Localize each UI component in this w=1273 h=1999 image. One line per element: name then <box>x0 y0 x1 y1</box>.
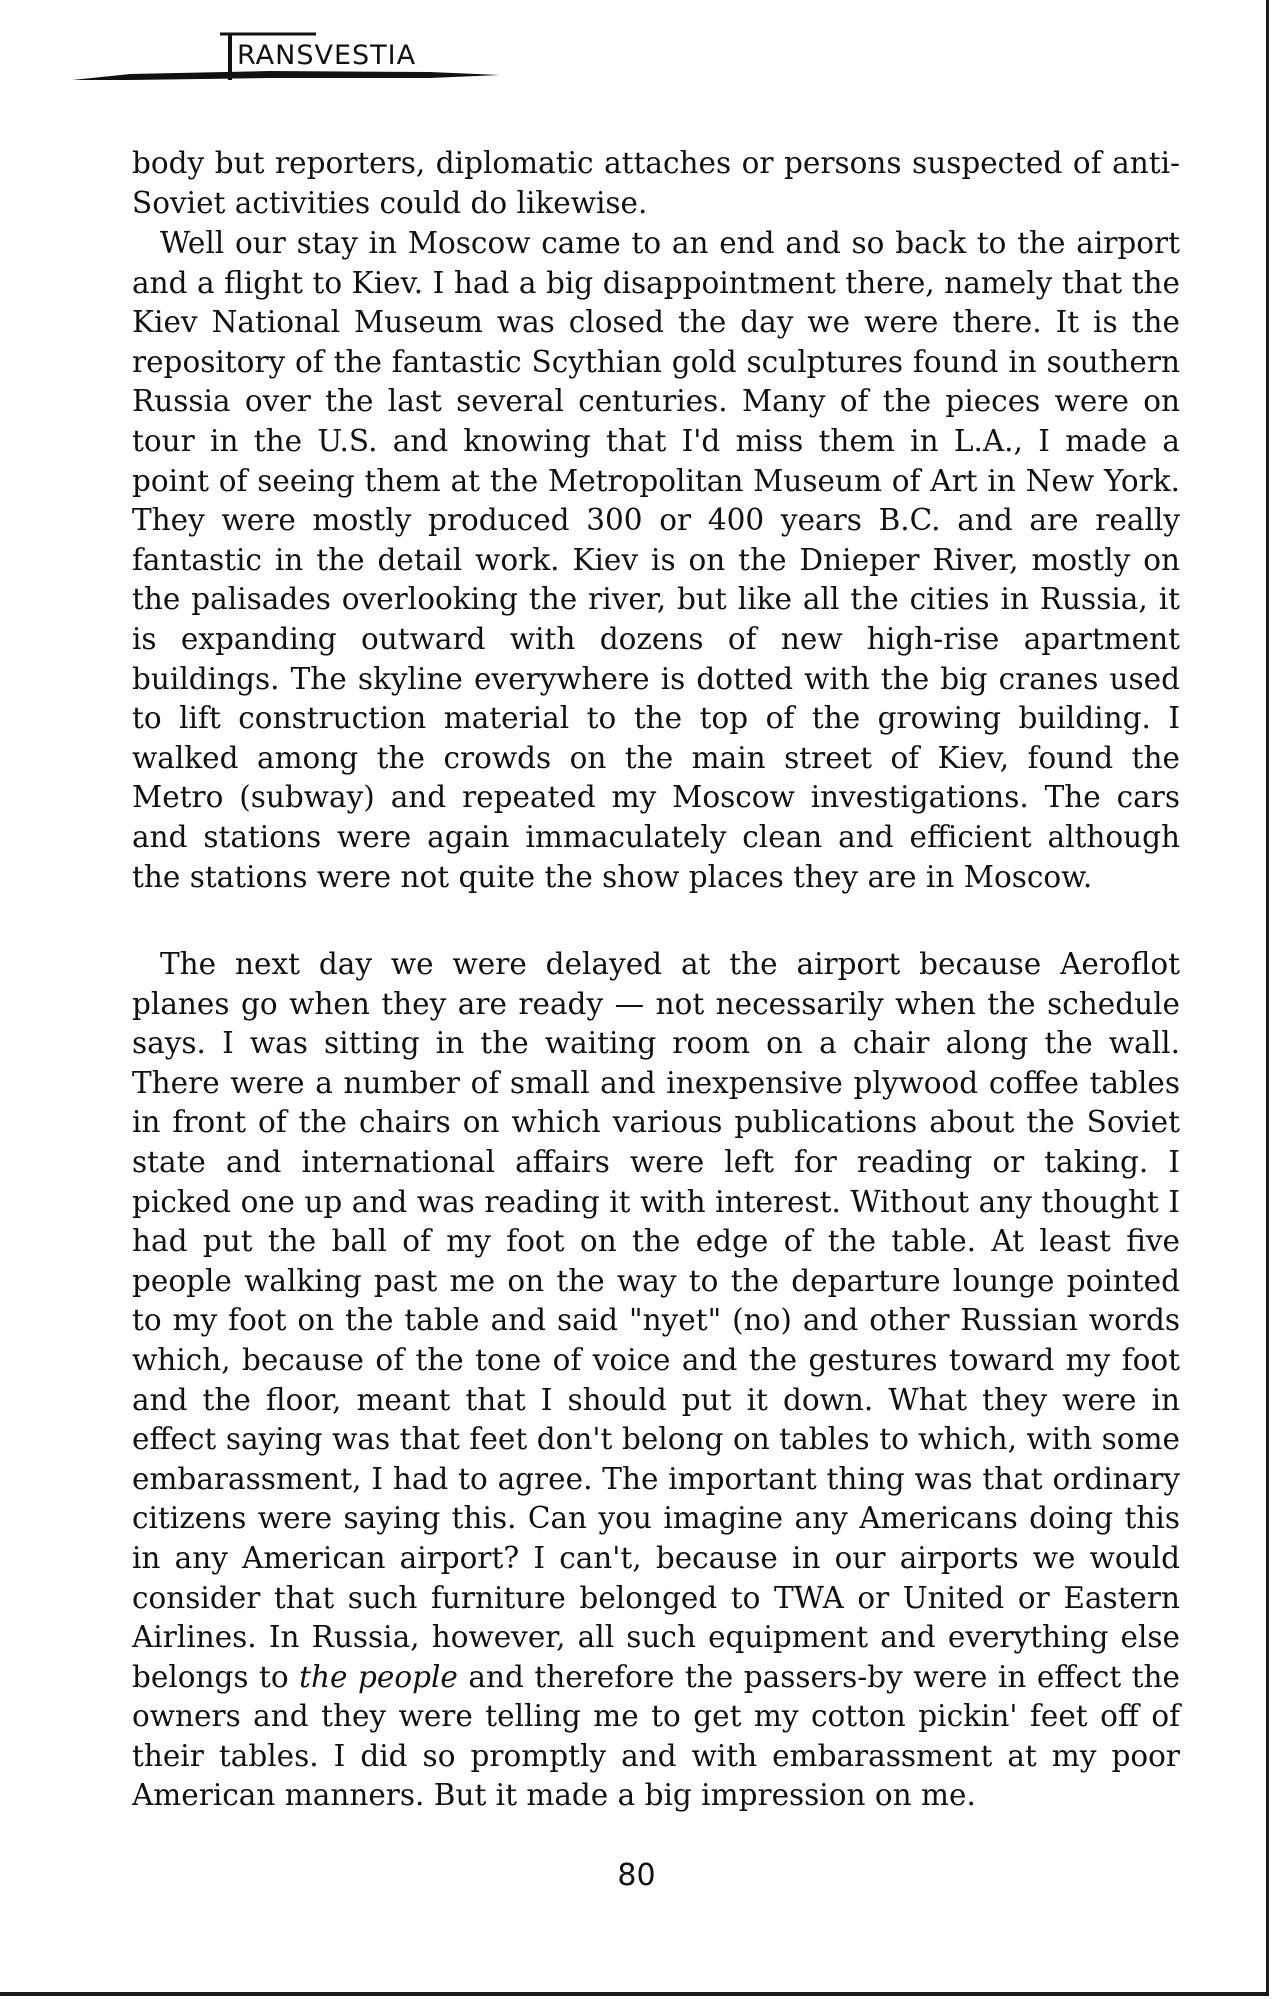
running-title: RANSVESTIA <box>237 40 417 71</box>
running-head <box>70 28 510 88</box>
paragraph-3-emphasis: the people <box>299 1659 458 1694</box>
paragraph-2 <box>132 224 1180 897</box>
paragraph-3-text-after: and therefore the passers-by were in effect the owners and they were telling me to get my cotton pickin' feet off of their tables. I did so promptly and with embarassment at my poor American manners. But it made a big impression on me. <box>132 1659 1180 1813</box>
paragraph-3-text-before: The next day we were delayed at the airport because Aeroflot planes go when they are ready — not necessarily when the schedule says. I was sitting in the waiting room on a chair along the wall. There were a number of small and inexpensive plywood coffee tables in front of the chairs on which various publications about the Soviet state and international affairs were left for reading or taking. I picked one up and was reading it with interest. Without any thought I had put the ball of my foot on the edge of the table. At least five people walking past me on the way to the departure lounge pointed to my foot on the table and said "nyet" (no) and other Russian words which, because of the tone of voice and the gestures toward my foot and the floor, meant that I should put it down. What they were in effect saying was that feet don't belong on tables to which, with some embarassment, I had to agree. The important thing was that ordinary citizens were saying this. Can you imagine any Americans doing this in any American airport? I can't, because in our airports we would consider that such furniture belonged to TWA or United or Eastern Airlines. In Russia, however, all such equipment and everything else belongs to <box>132 947 1180 1694</box>
page-number: 80 <box>617 1858 656 1893</box>
paragraph-3 <box>132 945 1180 1816</box>
paragraph-2-text: Well our stay in Moscow came to an end and so back to the airport and a flight to Kiev. I had a big disappointment there, namely that the Kiev National Museum was closed the day we were there. It is the repository of the fantastic Scythian gold sculptures found in southern Russia over the last several centuries. Many of the pieces were on tour in the U.S. and knowing that I'd miss them in L.A., I made a point of seeing them at the Metropolitan Museum of Art in New York. They were mostly produced 300 or 400 years B.C. and are really fantastic in the detail work. Kiev is on the Dnieper River, mostly on the palisades overlooking the river, but like all the cities in Russia, it is expanding outward with dozens of new high-rise apartment buildings. The skyline everywhere is dotted with the big cranes used to lift construction material to the top of the growing building. I walked among the crowds on the main street of Kiev, found the Metro (subway) and repeated my Moscow investigations. The cars and stations were again immaculately clean and efficient although the stations were not quite the show places they are in Moscow. <box>132 226 1180 894</box>
paragraph-1 <box>132 144 1180 223</box>
paragraph-1-text: body but reporters, diplomatic attaches or persons suspected of anti-Soviet activities could do likewise. <box>132 146 1180 220</box>
